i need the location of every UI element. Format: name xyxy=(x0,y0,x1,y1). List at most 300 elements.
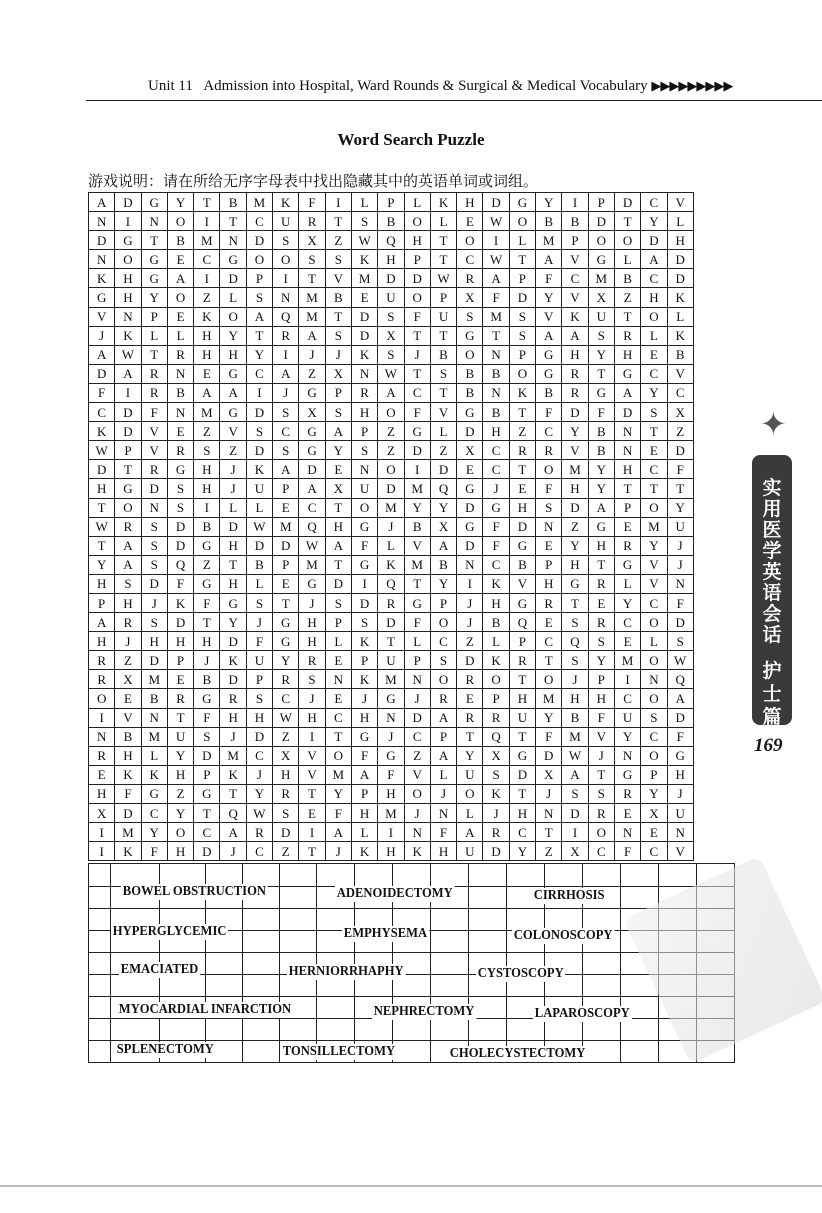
grid-cell: R xyxy=(115,613,141,632)
grid-cell: O xyxy=(536,670,562,689)
grid-cell: G xyxy=(404,593,430,612)
grid-cell: E xyxy=(299,804,325,823)
grid-cell: G xyxy=(299,422,325,441)
grid-cell: H xyxy=(89,632,115,651)
grid-cell: K xyxy=(246,460,272,479)
grid-cell: Y xyxy=(220,326,246,345)
grid-cell: H xyxy=(115,746,141,765)
grid-cell: P xyxy=(614,498,640,517)
grid-cell: W xyxy=(483,212,509,231)
grid-cell: A xyxy=(457,823,483,842)
grid-cell: H xyxy=(89,784,115,803)
grid-cell: G xyxy=(404,422,430,441)
grid-cell: H xyxy=(89,479,115,498)
grid-cell: P xyxy=(194,765,220,784)
grid-cell: N xyxy=(115,307,141,326)
grid-cell: V xyxy=(562,441,588,460)
grid-row xyxy=(89,804,694,823)
grid-cell: G xyxy=(351,555,377,574)
grid-cell: N xyxy=(641,670,667,689)
grid-cell: D xyxy=(562,498,588,517)
grid-cell: R xyxy=(536,441,562,460)
grid-cell: Z xyxy=(378,441,404,460)
grid-cell: N xyxy=(220,231,246,250)
grid-cell: S xyxy=(246,422,272,441)
grid-cell: H xyxy=(536,574,562,593)
grid-cell: Y xyxy=(457,746,483,765)
grid-cell: Q xyxy=(509,613,535,632)
grid-cell: Y xyxy=(167,804,193,823)
grid-cell: S xyxy=(273,231,299,250)
grid-cell: D xyxy=(404,708,430,727)
grid-cell: D xyxy=(667,613,693,632)
word-emphysema: EMPHYSEMA xyxy=(343,926,428,941)
grid-cell: C xyxy=(299,498,325,517)
header-title: Admission into Hospital, Ward Rounds & Surgical & Medical Vocabulary xyxy=(203,78,648,94)
grid-cell: K xyxy=(351,842,377,861)
grid-cell: H xyxy=(457,193,483,212)
grid-cell: L xyxy=(614,250,640,269)
grid-cell: S xyxy=(299,670,325,689)
grid-cell: H xyxy=(194,345,220,364)
grid-cell: C xyxy=(141,804,167,823)
grid-cell: Y xyxy=(641,212,667,231)
grid-row xyxy=(89,517,694,536)
grid-cell: K xyxy=(141,765,167,784)
grid-cell: E xyxy=(641,823,667,842)
grid-cell: M xyxy=(194,231,220,250)
grid-cell: N xyxy=(89,727,115,746)
grid-cell: T xyxy=(483,326,509,345)
grid-cell: U xyxy=(167,727,193,746)
grid-cell: O xyxy=(536,460,562,479)
grid-cell: U xyxy=(667,804,693,823)
grid-cell: J xyxy=(194,651,220,670)
grid-row xyxy=(89,231,694,250)
grid-cell: M xyxy=(299,555,325,574)
grid-cell: T xyxy=(220,784,246,803)
grid-cell: O xyxy=(246,250,272,269)
grid-cell: L xyxy=(351,193,377,212)
grid-cell: F xyxy=(404,613,430,632)
grid-cell: C xyxy=(404,383,430,402)
grid-cell: F xyxy=(483,536,509,555)
grid-cell: O xyxy=(509,212,535,231)
grid-cell: B xyxy=(430,555,456,574)
grid-cell: T xyxy=(299,269,325,288)
grid-cell: D xyxy=(562,403,588,422)
grid-cell: J xyxy=(430,784,456,803)
grid-cell: F xyxy=(246,632,272,651)
grid-cell: T xyxy=(378,632,404,651)
grid-cell: C xyxy=(667,383,693,402)
grid-cell: Y xyxy=(614,593,640,612)
grid-cell: P xyxy=(273,555,299,574)
grid-cell: T xyxy=(404,574,430,593)
grid-cell: G xyxy=(194,536,220,555)
grid-cell: X xyxy=(430,517,456,536)
grid-cell: C xyxy=(562,269,588,288)
grid-cell: T xyxy=(299,784,325,803)
grid-cell: J xyxy=(667,536,693,555)
grid-cell: P xyxy=(641,765,667,784)
grid-cell: N xyxy=(325,670,351,689)
grid-cell: S xyxy=(351,613,377,632)
grid-cell: T xyxy=(325,498,351,517)
grid-cell: I xyxy=(457,574,483,593)
grid-cell: D xyxy=(588,212,614,231)
grid-cell: N xyxy=(483,383,509,402)
grid-cell: F xyxy=(325,804,351,823)
grid-cell: B xyxy=(588,422,614,441)
grid-cell: A xyxy=(246,307,272,326)
grid-cell: F xyxy=(194,593,220,612)
grid-cell: O xyxy=(115,250,141,269)
grid-cell: M xyxy=(141,670,167,689)
grid-cell: F xyxy=(89,383,115,402)
grid-cell: R xyxy=(89,670,115,689)
grid-cell: V xyxy=(141,422,167,441)
grid-cell: R xyxy=(614,784,640,803)
grid-cell: T xyxy=(89,536,115,555)
grid-cell: V xyxy=(325,269,351,288)
grid-cell: A xyxy=(220,823,246,842)
grid-cell: A xyxy=(351,765,377,784)
grid-cell: L xyxy=(378,536,404,555)
grid-cell: U xyxy=(667,517,693,536)
grid-cell: V xyxy=(641,555,667,574)
grid-cell: B xyxy=(404,517,430,536)
grid-cell: D xyxy=(167,613,193,632)
grid-cell: X xyxy=(536,765,562,784)
grid-cell: T xyxy=(667,479,693,498)
grid-cell: V xyxy=(299,765,325,784)
grid-cell: K xyxy=(378,555,404,574)
grid-cell: C xyxy=(194,823,220,842)
grid-cell: R xyxy=(167,689,193,708)
grid-cell: G xyxy=(457,479,483,498)
grid-cell: T xyxy=(614,307,640,326)
grid-cell: S xyxy=(325,593,351,612)
grid-cell: S xyxy=(299,250,325,269)
grid-cell: Q xyxy=(378,231,404,250)
grid-cell: V xyxy=(299,746,325,765)
grid-cell: B xyxy=(194,517,220,536)
grid-cell: Y xyxy=(141,288,167,307)
grid-cell: P xyxy=(351,784,377,803)
grid-cell: E xyxy=(273,574,299,593)
grid-cell: M xyxy=(404,555,430,574)
grid-cell: G xyxy=(273,632,299,651)
grid-cell: H xyxy=(299,632,325,651)
grid-cell: P xyxy=(325,383,351,402)
grid-cell: T xyxy=(509,250,535,269)
grid-cell: I xyxy=(562,823,588,842)
grid-cell: R xyxy=(167,345,193,364)
grid-cell: G xyxy=(220,250,246,269)
grid-cell: C xyxy=(588,842,614,861)
grid-cell: K xyxy=(351,670,377,689)
grid-cell: M xyxy=(641,517,667,536)
grid-cell: A xyxy=(667,689,693,708)
grid-cell: O xyxy=(614,231,640,250)
grid-cell: H xyxy=(194,479,220,498)
grid-row xyxy=(89,651,694,670)
grid-cell: K xyxy=(483,784,509,803)
grid-cell: Z xyxy=(194,422,220,441)
grid-cell: G xyxy=(509,746,535,765)
grid-cell: R xyxy=(246,823,272,842)
grid-cell: O xyxy=(588,823,614,842)
grid-cell: O xyxy=(457,231,483,250)
grid-cell: R xyxy=(141,460,167,479)
grid-cell: P xyxy=(141,307,167,326)
grid-cell: J xyxy=(483,479,509,498)
grid-cell: T xyxy=(457,727,483,746)
grid-cell: T xyxy=(614,479,640,498)
grid-cell: Y xyxy=(430,498,456,517)
word-herniorrhaphy: HERNIORRHAPHY xyxy=(288,964,404,979)
grid-cell: R xyxy=(378,593,404,612)
grid-cell: P xyxy=(89,593,115,612)
grid-cell: Y xyxy=(562,422,588,441)
grid-cell: G xyxy=(509,536,535,555)
grid-cell: G xyxy=(588,517,614,536)
grid-cell: G xyxy=(299,574,325,593)
grid-cell: H xyxy=(194,632,220,651)
grid-cell: C xyxy=(641,593,667,612)
grid-cell: R xyxy=(588,574,614,593)
grid-cell: B xyxy=(483,613,509,632)
grid-cell: Y xyxy=(141,823,167,842)
grid-cell: H xyxy=(588,536,614,555)
grid-cell: D xyxy=(536,746,562,765)
grid-cell: H xyxy=(194,326,220,345)
grid-cell: D xyxy=(246,231,272,250)
grid-cell: P xyxy=(509,632,535,651)
grid-cell: H xyxy=(509,498,535,517)
grid-cell: T xyxy=(509,460,535,479)
grid-cell: O xyxy=(641,613,667,632)
grid-cell: B xyxy=(457,383,483,402)
grid-cell: R xyxy=(220,689,246,708)
grid-cell: P xyxy=(509,269,535,288)
grid-cell: X xyxy=(641,804,667,823)
grid-cell: U xyxy=(246,479,272,498)
grid-cell: I xyxy=(351,574,377,593)
grid-cell: G xyxy=(457,403,483,422)
grid-cell: F xyxy=(483,517,509,536)
grid-cell: P xyxy=(588,193,614,212)
grid-cell: P xyxy=(167,651,193,670)
grid-cell: Z xyxy=(667,422,693,441)
grid-cell: D xyxy=(667,269,693,288)
grid-cell: L xyxy=(220,498,246,517)
grid-cell: W xyxy=(667,651,693,670)
grid-cell: Z xyxy=(430,441,456,460)
grid-cell: T xyxy=(430,383,456,402)
grid-row xyxy=(89,708,694,727)
grid-cell: V xyxy=(220,422,246,441)
grid-cell: Y xyxy=(325,784,351,803)
grid-cell: B xyxy=(509,555,535,574)
grid-cell: H xyxy=(246,708,272,727)
grid-cell: J xyxy=(351,689,377,708)
grid-cell: S xyxy=(141,555,167,574)
grid-cell: A xyxy=(325,823,351,842)
grid-cell: K xyxy=(667,326,693,345)
grid-cell: Y xyxy=(220,613,246,632)
grid-cell: S xyxy=(167,479,193,498)
grid-cell: T xyxy=(509,403,535,422)
grid-cell: U xyxy=(457,765,483,784)
grid-cell: Y xyxy=(588,479,614,498)
grid-cell: A xyxy=(378,383,404,402)
grid-cell: H xyxy=(378,250,404,269)
grid-cell: O xyxy=(588,231,614,250)
grid-cell: G xyxy=(220,364,246,383)
grid-cell: P xyxy=(430,593,456,612)
grid-cell: V xyxy=(562,288,588,307)
grid-cell: M xyxy=(141,727,167,746)
grid-cell: K xyxy=(167,593,193,612)
grid-cell: R xyxy=(273,326,299,345)
grid-cell: H xyxy=(194,460,220,479)
grid-cell: E xyxy=(641,345,667,364)
grid-cell: K xyxy=(273,193,299,212)
grid-row xyxy=(89,403,694,422)
grid-cell: T xyxy=(430,250,456,269)
grid-cell: W xyxy=(273,708,299,727)
grid-cell: E xyxy=(536,613,562,632)
grid-cell: F xyxy=(404,403,430,422)
grid-cell: N xyxy=(536,804,562,823)
grid-cell: C xyxy=(246,212,272,231)
page-number: 169 xyxy=(754,735,783,756)
grid-cell: M xyxy=(378,804,404,823)
grid-cell: S xyxy=(667,632,693,651)
grid-cell: B xyxy=(430,345,456,364)
grid-cell: L xyxy=(404,632,430,651)
grid-cell: Z xyxy=(378,422,404,441)
grid-cell: R xyxy=(457,670,483,689)
grid-cell: D xyxy=(167,536,193,555)
grid-row xyxy=(89,727,694,746)
grid-cell: Z xyxy=(115,651,141,670)
grid-cell: S xyxy=(641,403,667,422)
grid-cell: N xyxy=(141,212,167,231)
grid-cell: A xyxy=(614,383,640,402)
grid-cell: R xyxy=(457,269,483,288)
grid-cell: P xyxy=(509,345,535,364)
grid-row xyxy=(89,555,694,574)
grid-cell: S xyxy=(325,403,351,422)
grid-cell: T xyxy=(246,326,272,345)
grid-cell: Q xyxy=(430,479,456,498)
grid-cell: D xyxy=(404,269,430,288)
grid-cell: L xyxy=(457,804,483,823)
grid-cell: F xyxy=(299,193,325,212)
grid-cell: Y xyxy=(509,842,535,861)
grid-cell: R xyxy=(483,823,509,842)
grid-cell: S xyxy=(509,326,535,345)
word-tonsillectomy: TONSILLECTOMY xyxy=(282,1044,396,1059)
grid-cell: N xyxy=(141,498,167,517)
grid-cell: X xyxy=(483,746,509,765)
grid-cell: B xyxy=(588,441,614,460)
grid-cell: T xyxy=(194,193,220,212)
grid-cell: U xyxy=(614,708,640,727)
grid-cell: R xyxy=(299,212,325,231)
grid-row xyxy=(89,632,694,651)
grid-cell: O xyxy=(378,460,404,479)
word-nephrectomy: NEPHRECTOMY xyxy=(373,1004,475,1019)
grid-cell: Q xyxy=(378,574,404,593)
grid-cell: F xyxy=(536,479,562,498)
word-myocardial-infarction: MYOCARDIAL INFARCTION xyxy=(118,1002,292,1017)
grid-cell: D xyxy=(667,250,693,269)
grid-cell: R xyxy=(509,651,535,670)
grid-cell: D xyxy=(641,231,667,250)
grid-cell: H xyxy=(588,689,614,708)
grid-cell: S xyxy=(141,536,167,555)
grid-cell: R xyxy=(614,326,640,345)
grid-cell: D xyxy=(351,326,377,345)
grid-cell: B xyxy=(483,403,509,422)
grid-cell: K xyxy=(115,842,141,861)
grid-cell: V xyxy=(667,364,693,383)
grid-cell: S xyxy=(246,288,272,307)
grid-cell: T xyxy=(167,708,193,727)
grid-cell: K xyxy=(351,632,377,651)
grid-cell: D xyxy=(404,441,430,460)
grid-cell: O xyxy=(641,746,667,765)
grid-row xyxy=(89,536,694,555)
grid-cell: Q xyxy=(299,517,325,536)
grid-cell: T xyxy=(509,727,535,746)
grid-cell: I xyxy=(115,383,141,402)
grid-row xyxy=(89,765,694,784)
grid-cell: D xyxy=(325,574,351,593)
grid-cell: U xyxy=(509,708,535,727)
grid-cell: B xyxy=(483,364,509,383)
grid-cell: V xyxy=(404,765,430,784)
grid-cell: B xyxy=(457,364,483,383)
grid-row xyxy=(89,364,694,383)
grid-row xyxy=(89,670,694,689)
grid-cell: E xyxy=(325,689,351,708)
grid-cell: O xyxy=(430,670,456,689)
grid-cell: Z xyxy=(299,364,325,383)
grid-cell: F xyxy=(404,307,430,326)
word-emaciated: EMACIATED xyxy=(120,962,199,977)
grid-cell: E xyxy=(325,651,351,670)
grid-cell: Z xyxy=(194,288,220,307)
grid-cell: A xyxy=(89,345,115,364)
grid-cell: H xyxy=(667,231,693,250)
grid-row xyxy=(89,842,694,861)
grid-cell: T xyxy=(220,555,246,574)
grid-cell: S xyxy=(246,689,272,708)
grid-cell: G xyxy=(588,383,614,402)
grid-cell: B xyxy=(667,345,693,364)
grid-cell: H xyxy=(167,842,193,861)
grid-cell: Z xyxy=(325,231,351,250)
grid-cell: N xyxy=(167,364,193,383)
grid-cell: L xyxy=(483,632,509,651)
grid-cell: I xyxy=(194,269,220,288)
grid-cell: T xyxy=(562,593,588,612)
